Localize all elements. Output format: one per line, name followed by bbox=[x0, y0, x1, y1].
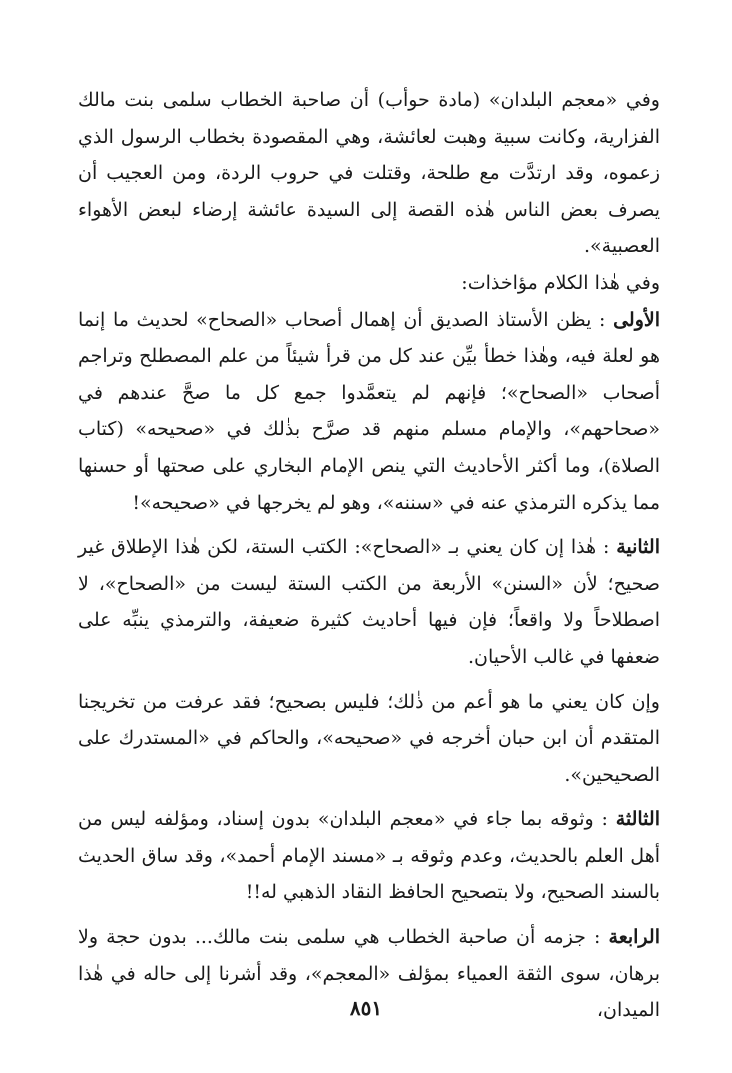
paragraph-text: : جزمه أن صاحبة الخطاب هي سلمى بنت مالك... بدون حجة ولا برهان، سوى الثقة العمياء بمؤلف «المعجم»، وقد أشرنا إلى حاله في هٰذا الميدان، bbox=[78, 926, 660, 1022]
paragraph-second-objection bbox=[78, 529, 660, 675]
paragraph-text: وفي «معجم البلدان» (مادة حوأب) أن صاحبة الخطاب سلمى بنت مالك الفزارية، وكانت سبية وهبت لعائشة، وهي المقصودة بخطاب الرسول الذي زعموه، وقد ارتدَّت مع طلحة، وقتلت في حروب الردة، ومن العجيب أن يصرف بعض الناس هٰذه القصة إلى السيدة عائشة إرضاء لبعض الأهواء العصبية». bbox=[78, 89, 660, 258]
paragraph-text: : يظن الأستاذ الصديق أن إهمال أصحاب «الصحاح» لحديث ما إنما هو لعلة فيه، وهٰذا خطأ بيِّن عند كل من قرأ شيئاً من علم المصطلح وتراجم أصحاب «الصحاح»؛ فإنهم لم يتعمَّدوا جمع كل ما صحَّ عندهم في «صحاحهم»، والإمام مسلم منهم قد صرَّح بذٰلك في «صحيحه» (كتاب الصلاة)، وما أكثر الأحاديث التي ينص الإمام البخاري على صحتها أو حسنها مما يذكره الترمذي عنه في «سننه»، وهو لم يخرجها في «صحيحه»! bbox=[78, 308, 660, 514]
objection-label: الثالثة bbox=[615, 808, 660, 831]
paragraph-objections-intro bbox=[78, 265, 660, 302]
page-body bbox=[78, 82, 660, 1029]
paragraph-first-objection bbox=[78, 302, 660, 522]
paragraph-third-objection bbox=[78, 801, 660, 911]
objection-label: الأولى bbox=[613, 308, 660, 331]
paragraph-mujam-albuldan bbox=[78, 82, 660, 265]
paragraph-text: وفي هٰذا الكلام مؤاخذات: bbox=[461, 271, 660, 294]
objection-label: الرابعة bbox=[608, 926, 660, 949]
paragraph-second-continued bbox=[78, 684, 660, 794]
objection-label: الثانية bbox=[616, 536, 660, 559]
paragraph-text: : وثوقه بما جاء في «معجم البلدان» بدون إسناد، ومؤلفه ليس من أهل العلم بالحديث، وعدم وثوقه بـ «مسند الإمام أحمد»، وقد ساق الحديث بالسند الصحيح، ولا بتصحيح الحافظ النقاد الذهبي له!! bbox=[78, 808, 660, 904]
paragraph-text: وإن كان يعني ما هو أعم من ذٰلك؛ فليس بصحيح؛ فقد عرفت من تخريجنا المتقدم أن ابن حبان أخرجه في «صحيحه»، والحاكم في «المستدرك على الصحيحين». bbox=[78, 690, 660, 786]
paragraph-text: : هٰذا إن كان يعني بـ «الصحاح»: الكتب الستة، لكن هٰذا الإطلاق غير صحيح؛ لأن «السنن» الأربعة من الكتب الستة ليست من «الصحاح»، لا اصطلاحاً ولا واقعاً؛ فإن فيها أحاديث كثيرة ضعيفة، والترمذي ينبِّه على ضعفها في غالب الأحيان. bbox=[78, 536, 660, 668]
page-number: ٨٥١ bbox=[349, 996, 383, 1020]
